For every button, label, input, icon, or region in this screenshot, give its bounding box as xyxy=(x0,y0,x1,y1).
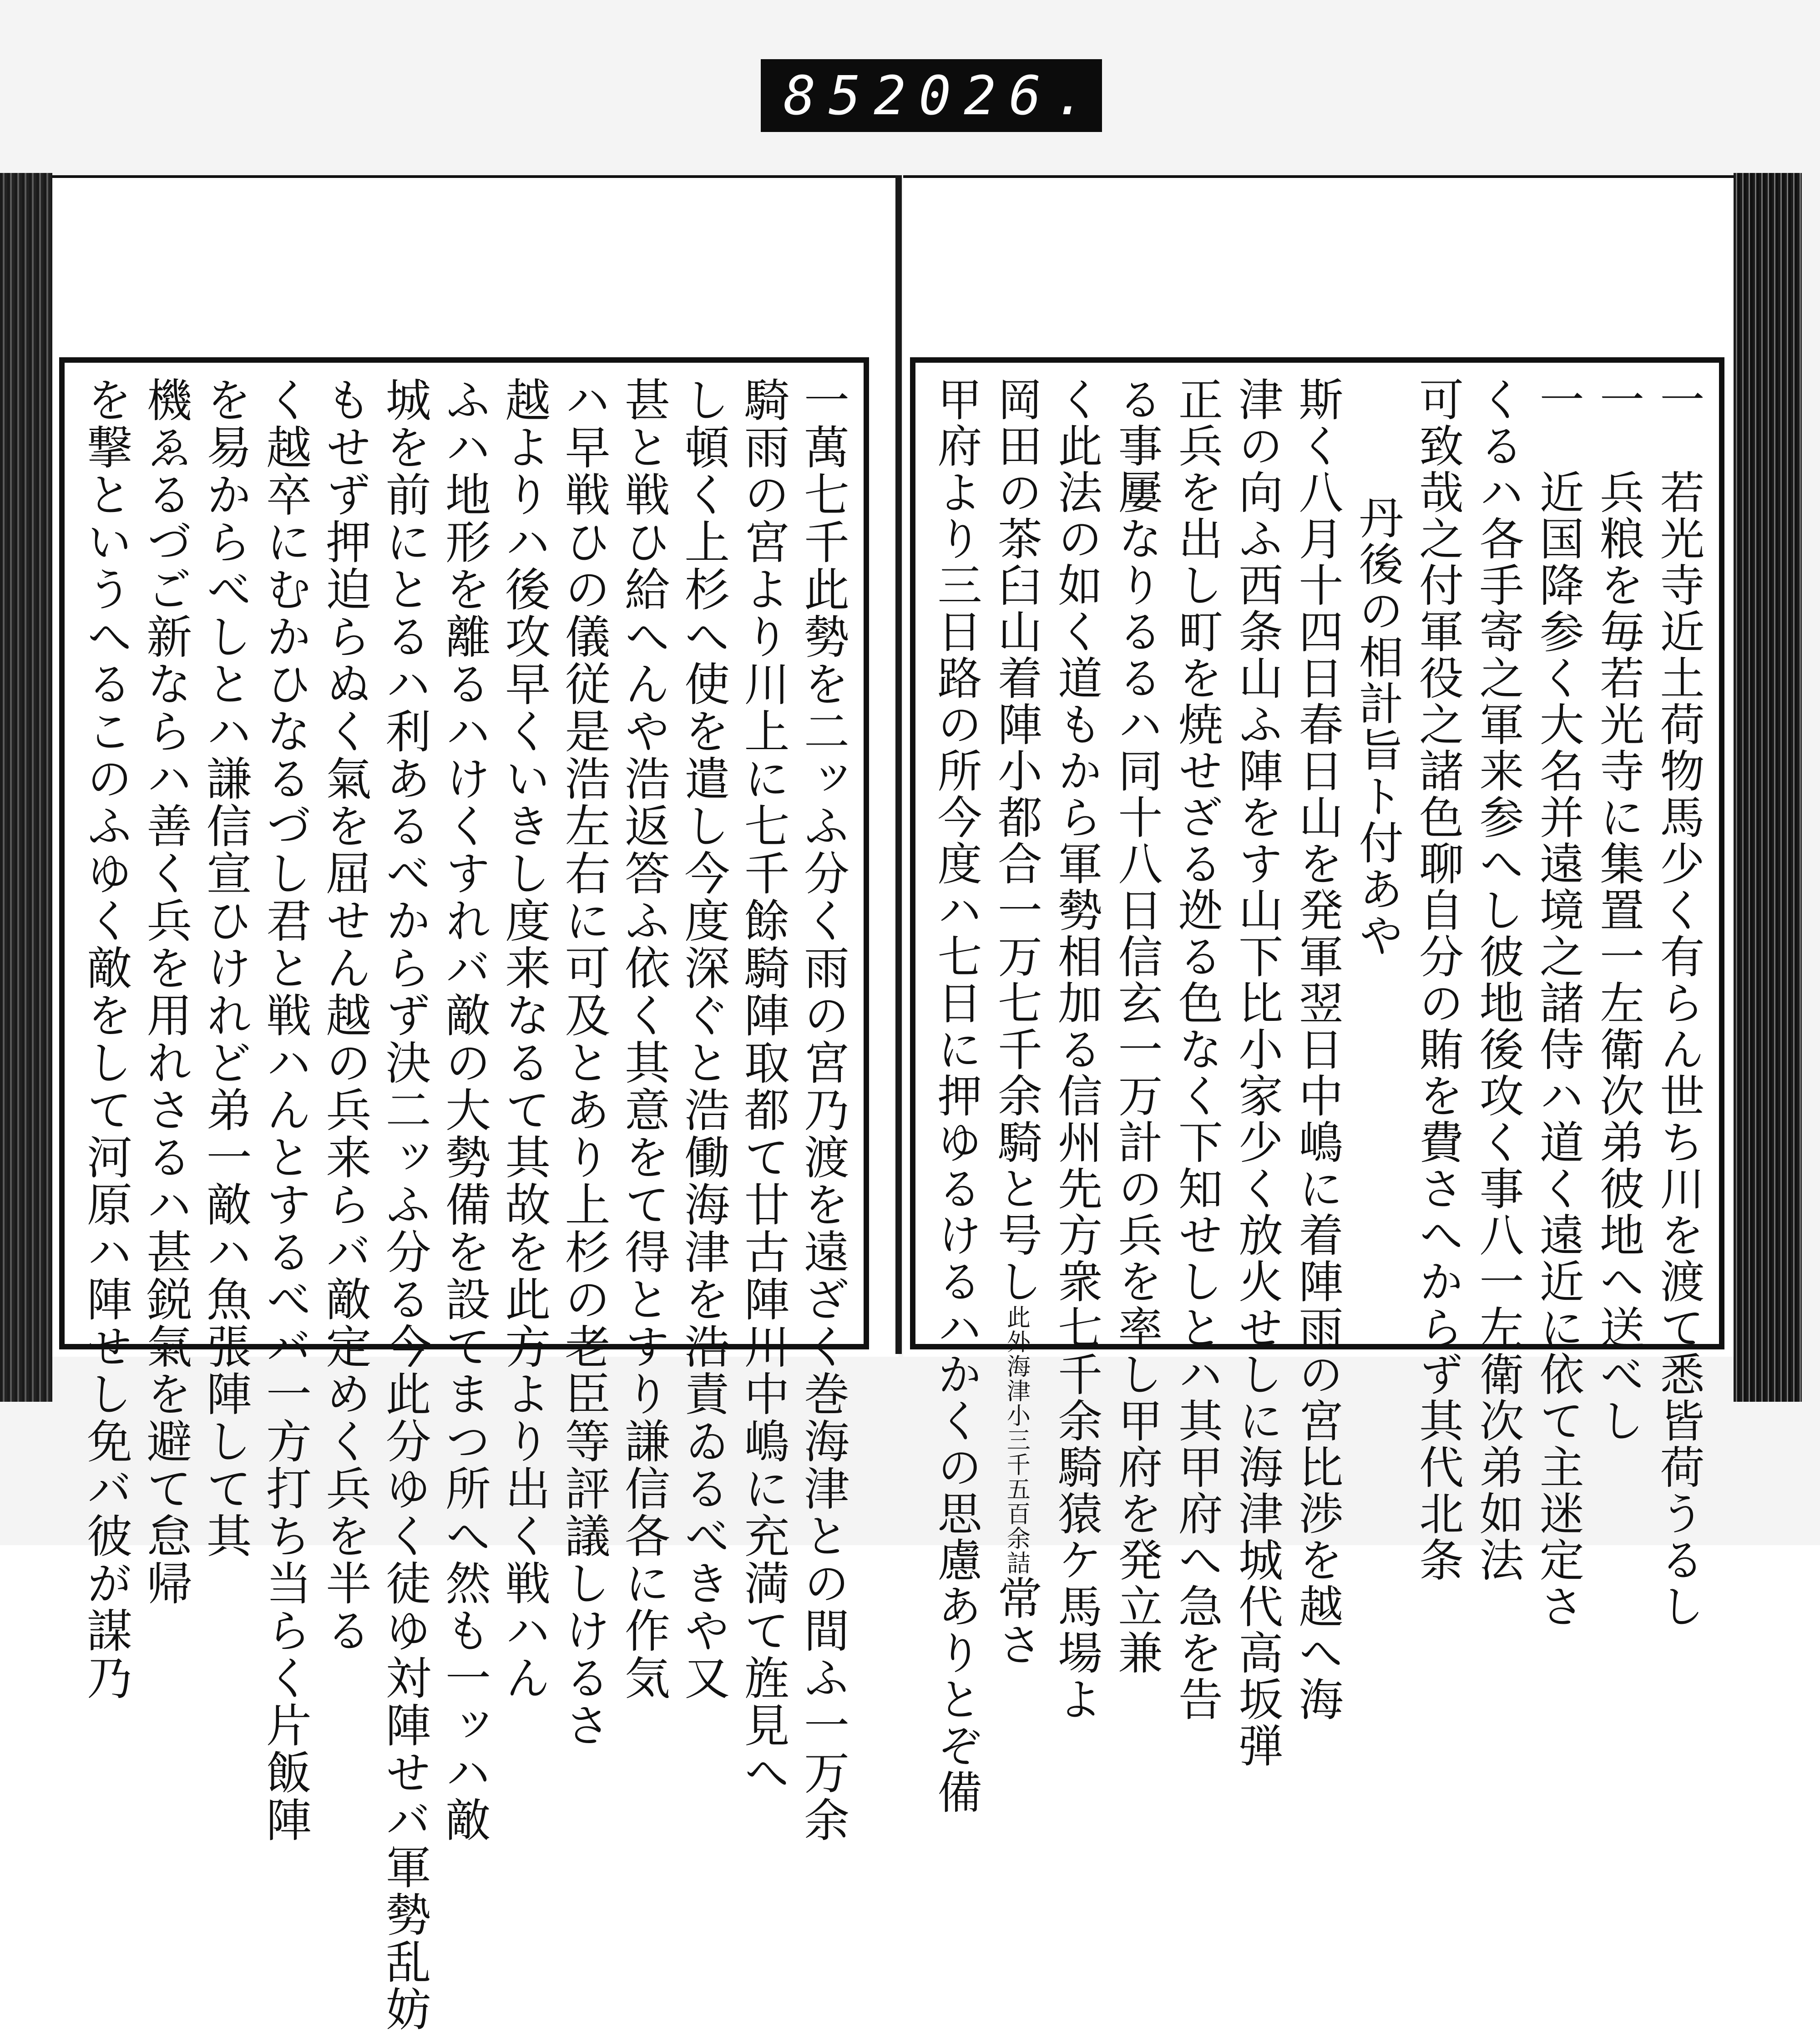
text-column-main: 岡田の茶臼山着陣小都合一万七千余騎と号し xyxy=(990,376,1042,1305)
text-column: もせず押迫らぬく氣を屈せん越の兵来らバ敵定めく兵を半る xyxy=(318,376,372,1654)
book-edge-left xyxy=(0,173,52,1402)
frame-number-label xyxy=(761,59,1102,132)
text-column: 一 若光寺近土荷物馬少く有らん世ち川を渡て悉皆荷うるし xyxy=(1652,376,1704,1630)
text-column: る事屢なりるるハ同十八日信玄一万計の兵を率し甲府を発立兼 xyxy=(1110,376,1163,1676)
right-text-frame xyxy=(910,357,1724,1815)
text-column: 一 兵粮を毎若光寺に集置一左衛次弟彼地へ送べし xyxy=(1592,376,1644,1444)
text-column: く越卒にむかひなるづし君と戦ハんとするべバ一方打ち当らく片飯陣 xyxy=(258,376,312,1844)
text-column: く此法の如く道もから軍勢相加る信州先方衆七千余騎猿ケ馬場よ xyxy=(1050,376,1102,1723)
left-text-frame xyxy=(59,357,869,2033)
text-column: 可致哉之付軍役之諸色聊自分の賄を費さへからず其代北条 xyxy=(1411,376,1464,1583)
right-text-columns xyxy=(930,376,1704,1815)
text-column: 丹後の相計旨ト付あや xyxy=(1351,495,1404,959)
text-column-tail: 常さ xyxy=(990,1575,1042,1668)
frame-number-left: 852 xyxy=(784,64,919,127)
text-column: 甚と戦ひ給へんや浩返答ふ依く其意をて得とすり謙信各に作気 xyxy=(617,376,670,1702)
text-column: 甲府より三日路の所今度ハ七日に押ゆるけるハかくの思慮ありとぞ備 xyxy=(930,376,982,1815)
text-column: ふハ地形を離るハけくすれバ敵の大勢備を設てまつ所へ然も一ッハ敵 xyxy=(437,376,491,1844)
text-column: 一 近国降参く大名并遠境之諸侍ハ道く遠近に依て主迷定さ xyxy=(1532,376,1584,1630)
book-edge-right xyxy=(1734,173,1802,1402)
text-column: 騎雨の宮より川上に七千餘騎陣取都て廿古陣川中嶋に充満て旌見へ xyxy=(736,376,790,1796)
text-column: を撃というへるこのふゆく敵をして河原ハ陣せし免バ彼が謀乃 xyxy=(79,376,132,1702)
text-column: 越よりハ後攻早くいきし度来なるて其故を此方より出く戦ハん xyxy=(497,376,551,1702)
text-column: 一萬七千此勢を二ッふ分く雨の宮乃渡を遠ざく巻海津との間ふ一万余 xyxy=(796,376,849,1844)
inline-note: 此外海津小三千五百余詰 xyxy=(1002,1305,1030,1575)
text-column: し頓く上杉へ使を遣し今度深ぐと浩働海津を浩責ゐるべきや又 xyxy=(677,376,730,1702)
text-column: 津の向ふ西条山ふ陣をす山下比小家少く放火せしに海津城代高坂弾 xyxy=(1231,376,1283,1769)
text-column-with-note xyxy=(990,376,1042,1668)
frame-number-right: 026. xyxy=(919,64,1099,127)
text-column: 斯く八月十四日春日山を発軍翌日中嶋に着陣雨の宮比渉を越へ海 xyxy=(1291,376,1343,1723)
text-column: くるハ各手寄之軍来参へし彼地後攻く事八一左衛次弟如法 xyxy=(1471,376,1524,1583)
left-text-columns xyxy=(79,376,849,2033)
text-column: 正兵を出し町を焼せざる迯る色なく下知せしとハ其甲府へ急を告 xyxy=(1171,376,1223,1723)
book-gutter xyxy=(895,175,902,1354)
text-column: 城を前にとるハ利あるべからず決二ッふ分る今此分ゆく徒ゆ対陣せバ軍勢乱妨 xyxy=(378,376,431,2033)
text-column: を易からべしとハ謙信宣ひけれど弟一敵ハ魚張陣して其 xyxy=(198,376,252,1560)
text-column: 機ゑるづご新ならハ善く兵を用れさるハ甚鋭氣を避て怠帰 xyxy=(139,376,192,1607)
text-column: ハ早戦ひの儀従是浩左右に可及とあり上杉の老臣等評議しけるさ xyxy=(557,376,611,1749)
